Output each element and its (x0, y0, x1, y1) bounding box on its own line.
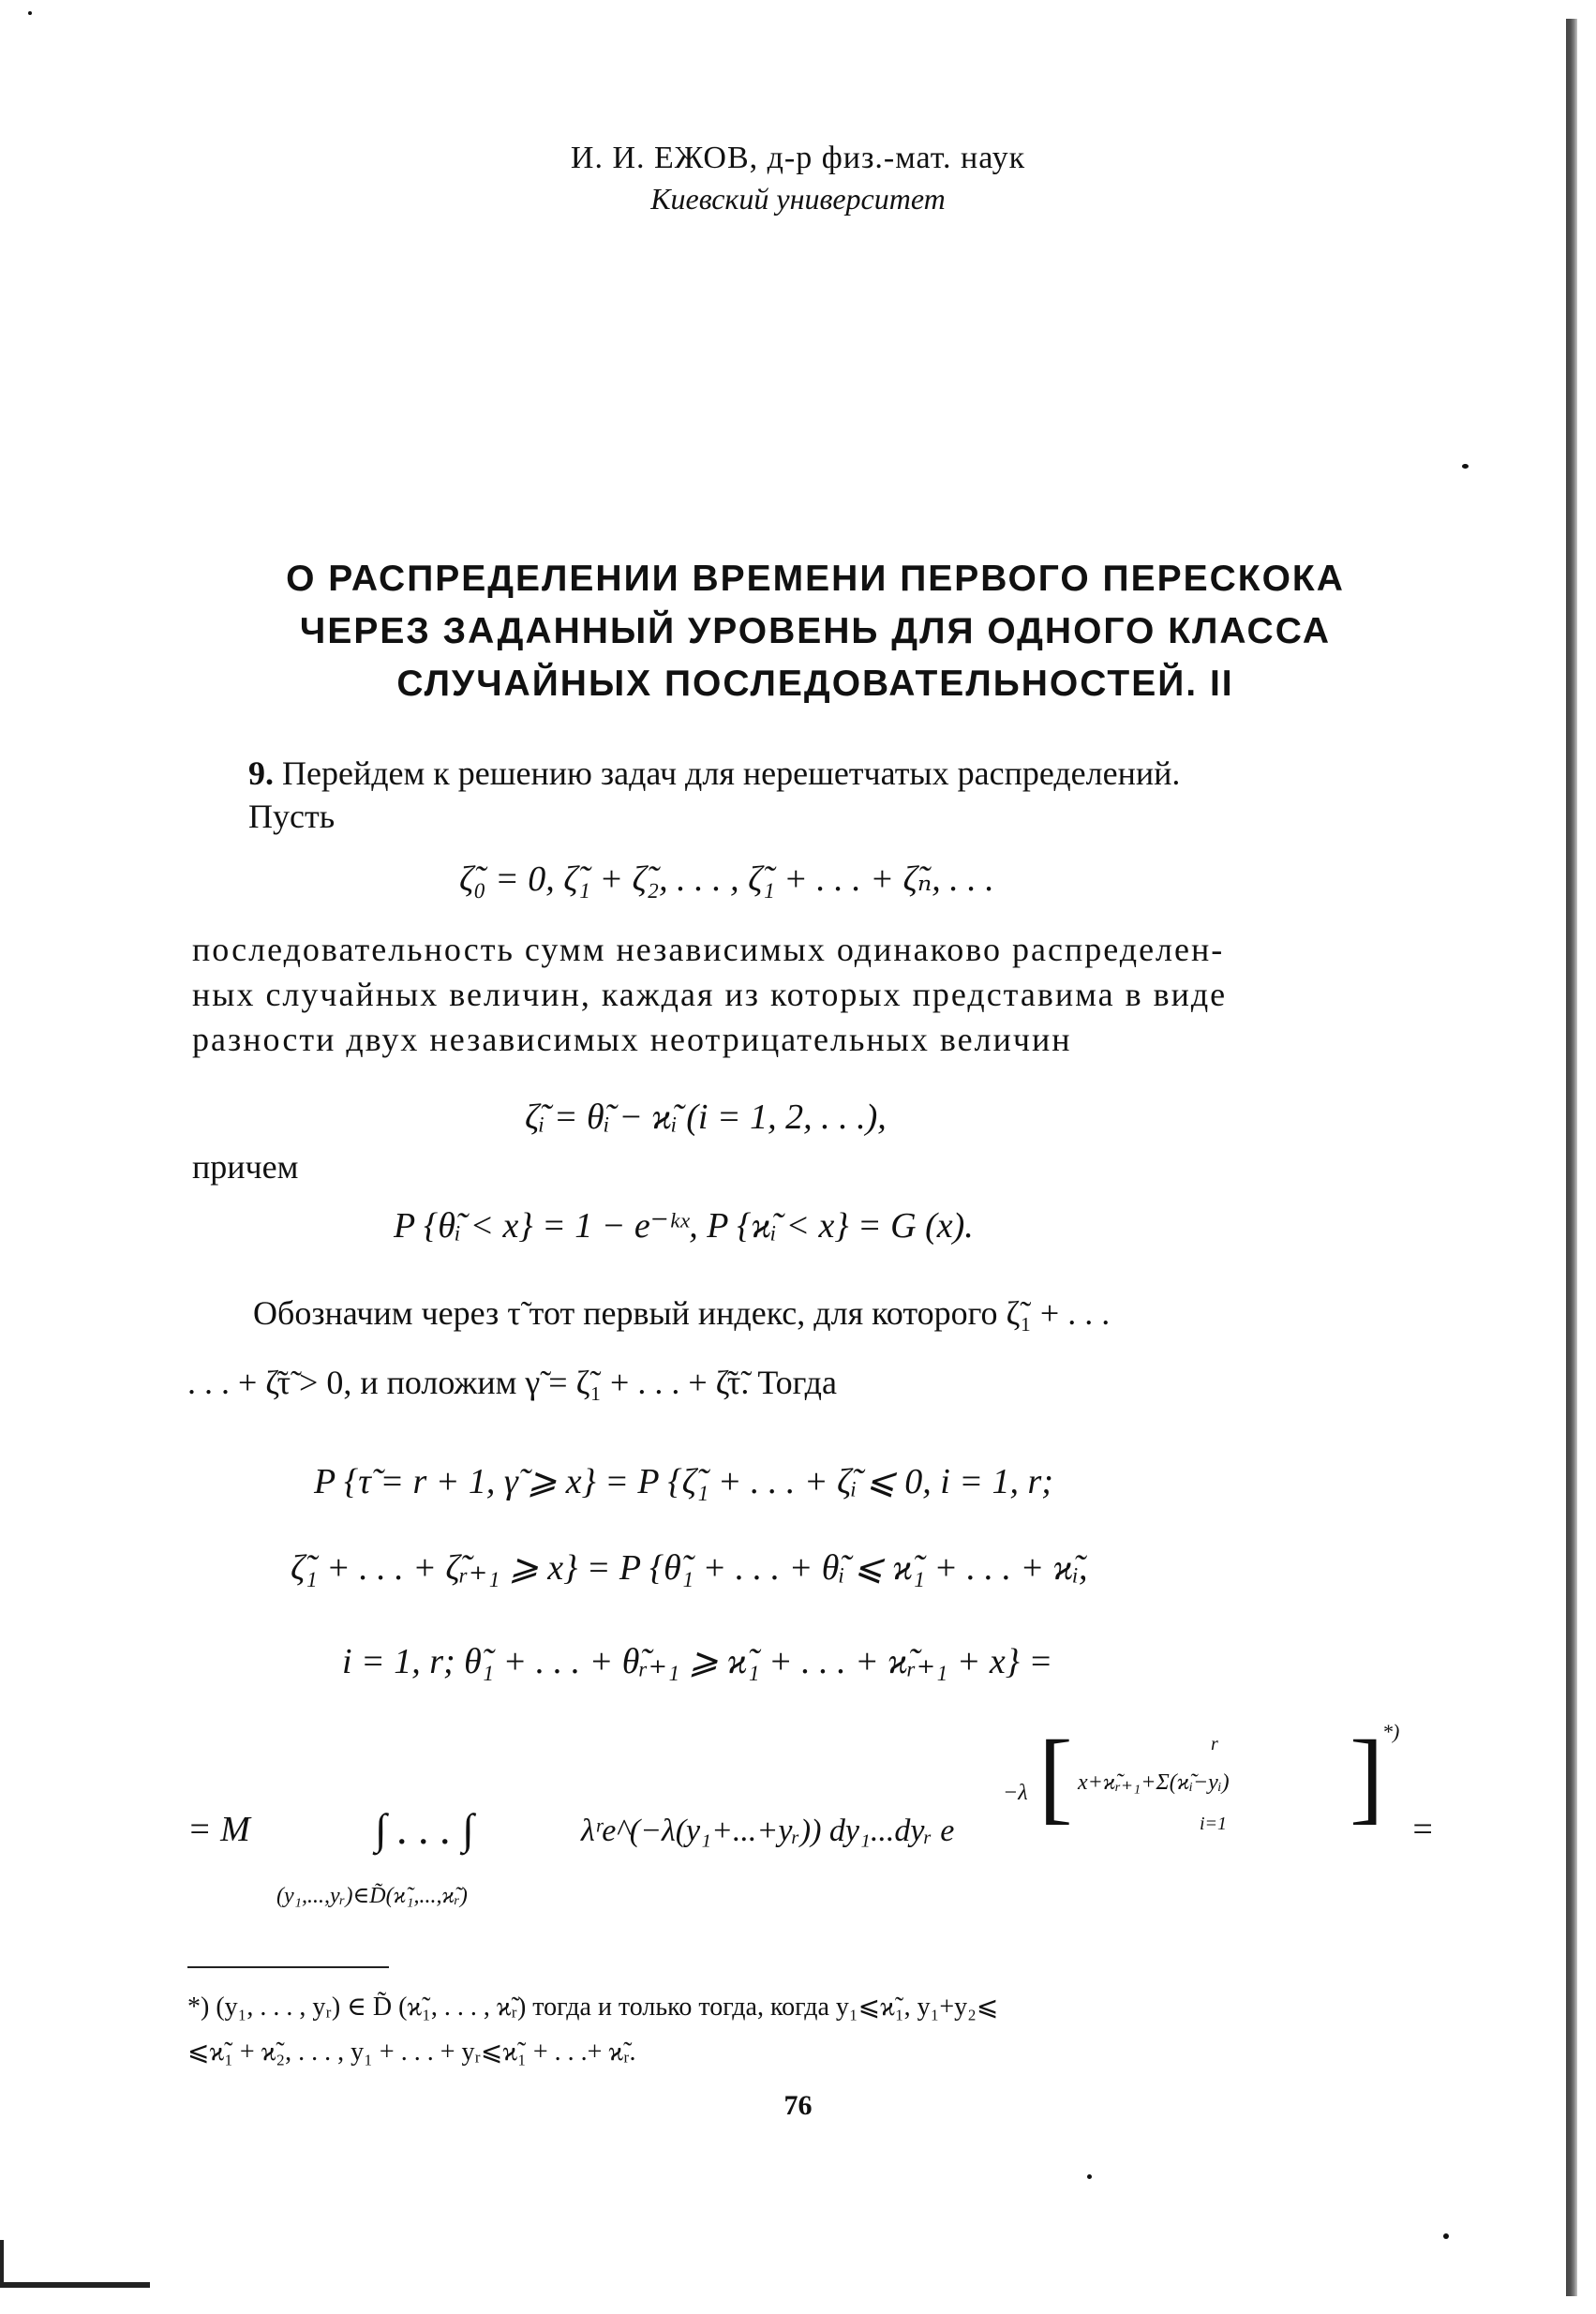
formula-exponent-body: x+ϰ̃ᵣ₊₁+Σ(ϰ̃ᵢ−yᵢ) (1078, 1770, 1230, 1795)
footnote-rule (187, 1966, 389, 1968)
author-affiliation: Киевский университет (650, 182, 946, 216)
author-name: И. И. ЕЖОВ, д-р физ.-мат. наук (570, 141, 1026, 175)
paragraph-text: Перейдем к решению задач для нерешетчатых распределений. (282, 754, 1181, 792)
paragraph-text: Пусть (248, 798, 336, 835)
scan-edge-right (1566, 19, 1577, 2296)
paragraph-text: причем (192, 1148, 299, 1186)
formula-sum-upper: r (1211, 1734, 1218, 1754)
formula-sum-lower: i=1 (1200, 1814, 1228, 1834)
title-line: СЛУЧАЙНЫХ ПОСЛЕДОВАТЕЛЬНОСТЕЙ. II (396, 664, 1234, 704)
formula-distributions: P {θ̃ᵢ < x} = 1 − e⁻ᵏˣ, P {ϰ̃ᵢ < x} = G (x). (394, 1206, 974, 1246)
title-line: О РАСПРЕДЕЛЕНИИ ВРЕМЕНИ ПЕРВОГО ПЕРЕСКОКА (286, 559, 1345, 599)
paragraph-text: Обозначим через τ̃ тот первый индекс, для которого ζ̃₁ + . . . (253, 1294, 1111, 1332)
formula-equals: = (1410, 1810, 1435, 1849)
footnote-line: ⩽ϰ̃₁ + ϰ̃₂, . . . , y₁ + . . . + yᵣ⩽ϰ̃₁ + . . .+ ϰ̃ᵣ. (187, 2038, 636, 2067)
formula-integrand: λʳe^(−λ(y₁+...+yᵣ)) dy₁...dyᵣ e (581, 1814, 955, 1848)
footnote-line: *) (y₁, . . . , yᵣ) ∈ D̃ (ϰ̃₁, . . . , ϰ̃ᵣ) тогда и только тогда, когда y₁⩽ϰ̃₁, y₁+y₂⩽ (187, 1993, 999, 2022)
author-block (0, 141, 1596, 216)
formula-exponent-prefix: −λ (1003, 1781, 1028, 1805)
paragraph-intro (248, 752, 1453, 795)
formula-expectation-prefix: = M (187, 1810, 250, 1849)
formula-sums: ζ̃₀ = 0, ζ̃₁ + ζ̃₂, . . . , ζ̃₁ + . . . + ζ̃ₙ, . . . (459, 859, 994, 899)
paragraph-text: последовательность сумм независимых одинаково распределен- (192, 931, 1225, 968)
left-bracket: [ (1038, 1719, 1073, 1833)
formula-footnote-mark: *) (1382, 1720, 1400, 1743)
paragraph-text: . . . + ζ̃τ̃ > 0, и положим γ̃ = ζ̃₁ + . . . + ζ̃τ̃. Тогда (187, 1364, 837, 1401)
paragraph-text: разности двух независимых неотрицательных величин (192, 1021, 1072, 1058)
formula-probability-line2: ζ̃₁ + . . . + ζ̃ᵣ₊₁ ⩾ x} = P {θ̃₁ + . . . + θ̃ᵢ ⩽ ϰ̃₁ + . . . + ϰ̃ᵢ, (291, 1548, 1088, 1588)
paragraph-text: ных случайных величин, каждая из которых представима в виде (192, 976, 1228, 1013)
section-number: 9. (248, 754, 274, 792)
scan-speck (1443, 2233, 1449, 2239)
formula-integration-domain: (y₁,...,yᵣ)∈D̃(ϰ̃₁,...,ϰ̃ᵣ) (276, 1884, 468, 1908)
formula-integral: ∫ . . . ∫ (375, 1805, 474, 1853)
formula-difference: ζ̃ᵢ = θ̃ᵢ − ϰ̃ᵢ (i = 1, 2, . . .), (525, 1097, 887, 1137)
scan-edge-left (0, 2240, 4, 2287)
scan-speck (28, 11, 32, 15)
article-title (187, 553, 1443, 710)
right-bracket: ] (1350, 1719, 1384, 1833)
scan-speck (1462, 464, 1469, 469)
formula-probability-line1: P {τ̃ = r + 1, γ̃ ⩾ x} = P {ζ̃₁ + . . . + ζ̃ᵢ ⩽ 0, i = 1, r; (314, 1462, 1053, 1501)
page-number: 76 (783, 2090, 813, 2121)
formula-probability-line3: i = 1, r; θ̃₁ + . . . + θ̃ᵣ₊₁ ⩾ ϰ̃₁ + . . . + ϰ̃ᵣ₊₁ + x} = (342, 1642, 1053, 1681)
title-line: ЧЕРЕЗ ЗАДАННЫЙ УРОВЕНЬ ДЛЯ ОДНОГО КЛАССА (299, 611, 1332, 651)
scan-speck (1087, 2174, 1092, 2179)
scan-edge-bottom (0, 2282, 150, 2288)
